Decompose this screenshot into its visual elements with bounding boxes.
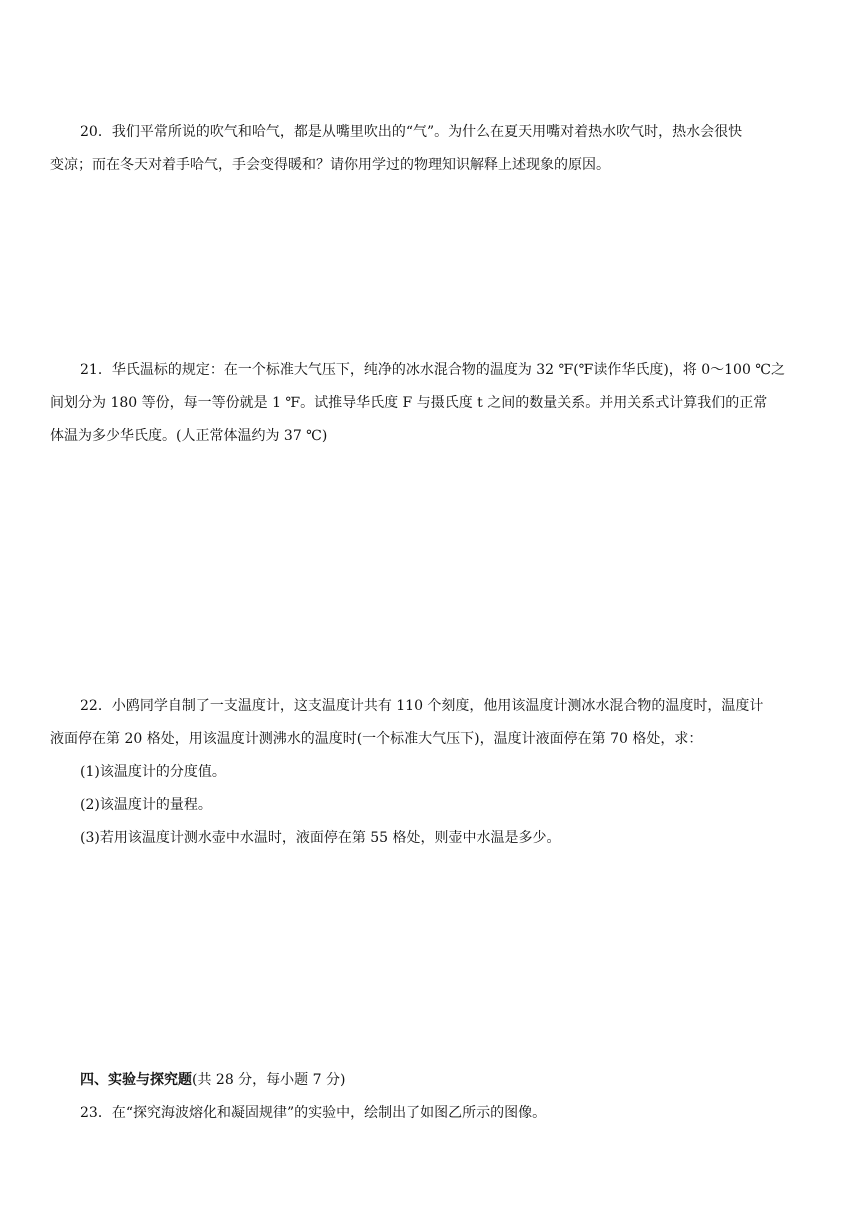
section-4-note: (共 28 分，每小题 7 分)	[192, 1072, 346, 1088]
question-23-line-1: 23．在“探究海波熔化和凝固规律”的实验中，绘制出了如图乙所示的图像。	[80, 1105, 547, 1121]
question-20	[50, 116, 810, 182]
question-23	[80, 1097, 810, 1130]
question-22-sub-1: (1)该温度计的分度值。	[80, 764, 226, 780]
section-4-heading	[80, 1064, 810, 1097]
question-21-line-3: 体温为多少华氏度。(人正常体温约为 37 ℃)	[50, 428, 328, 444]
question-21-line-2: 间划分为 180 等份，每一等份就是 1 ℉。试推导华氏度 F 与摄氏度 t 之间的数量关系。并用关系式计算我们的正常	[50, 395, 768, 411]
question-21	[50, 354, 810, 453]
question-20-line-1: 20．我们平常所说的吹气和哈气，都是从嘴里吹出的“气”。为什么在夏天用嘴对着热水吹气时，热水会很快	[80, 124, 743, 140]
question-22-line-1: 22．小鸥同学自制了一支温度计，这支温度计共有 110 个刻度，他用该温度计测冰水混合物的温度时，温度计	[80, 698, 764, 714]
question-20-line-2: 变凉；而在冬天对着手哈气，手会变得暖和？请你用学过的物理知识解释上述现象的原因。	[50, 157, 610, 173]
section-4-title-line	[80, 1064, 810, 1097]
question-22-sub-3: (3)若用该温度计测水壶中水温时，液面停在第 55 格处，则壶中水温是多少。	[80, 830, 561, 846]
question-22	[50, 690, 810, 855]
question-22-line-2: 液面停在第 20 格处，用该温度计测沸水的温度时(一个标准大气压下)，温度计液面停在第 70 格处，求：	[50, 731, 703, 747]
section-4-title: 四、实验与探究题	[80, 1072, 192, 1088]
question-21-line-1: 21．华氏温标的规定：在一个标准大气压下，纯净的冰水混合物的温度为 32 ℉(℉读作华氏度)，将 0～100 ℃之	[80, 362, 785, 378]
question-22-sub-2: (2)该温度计的量程。	[80, 797, 212, 813]
